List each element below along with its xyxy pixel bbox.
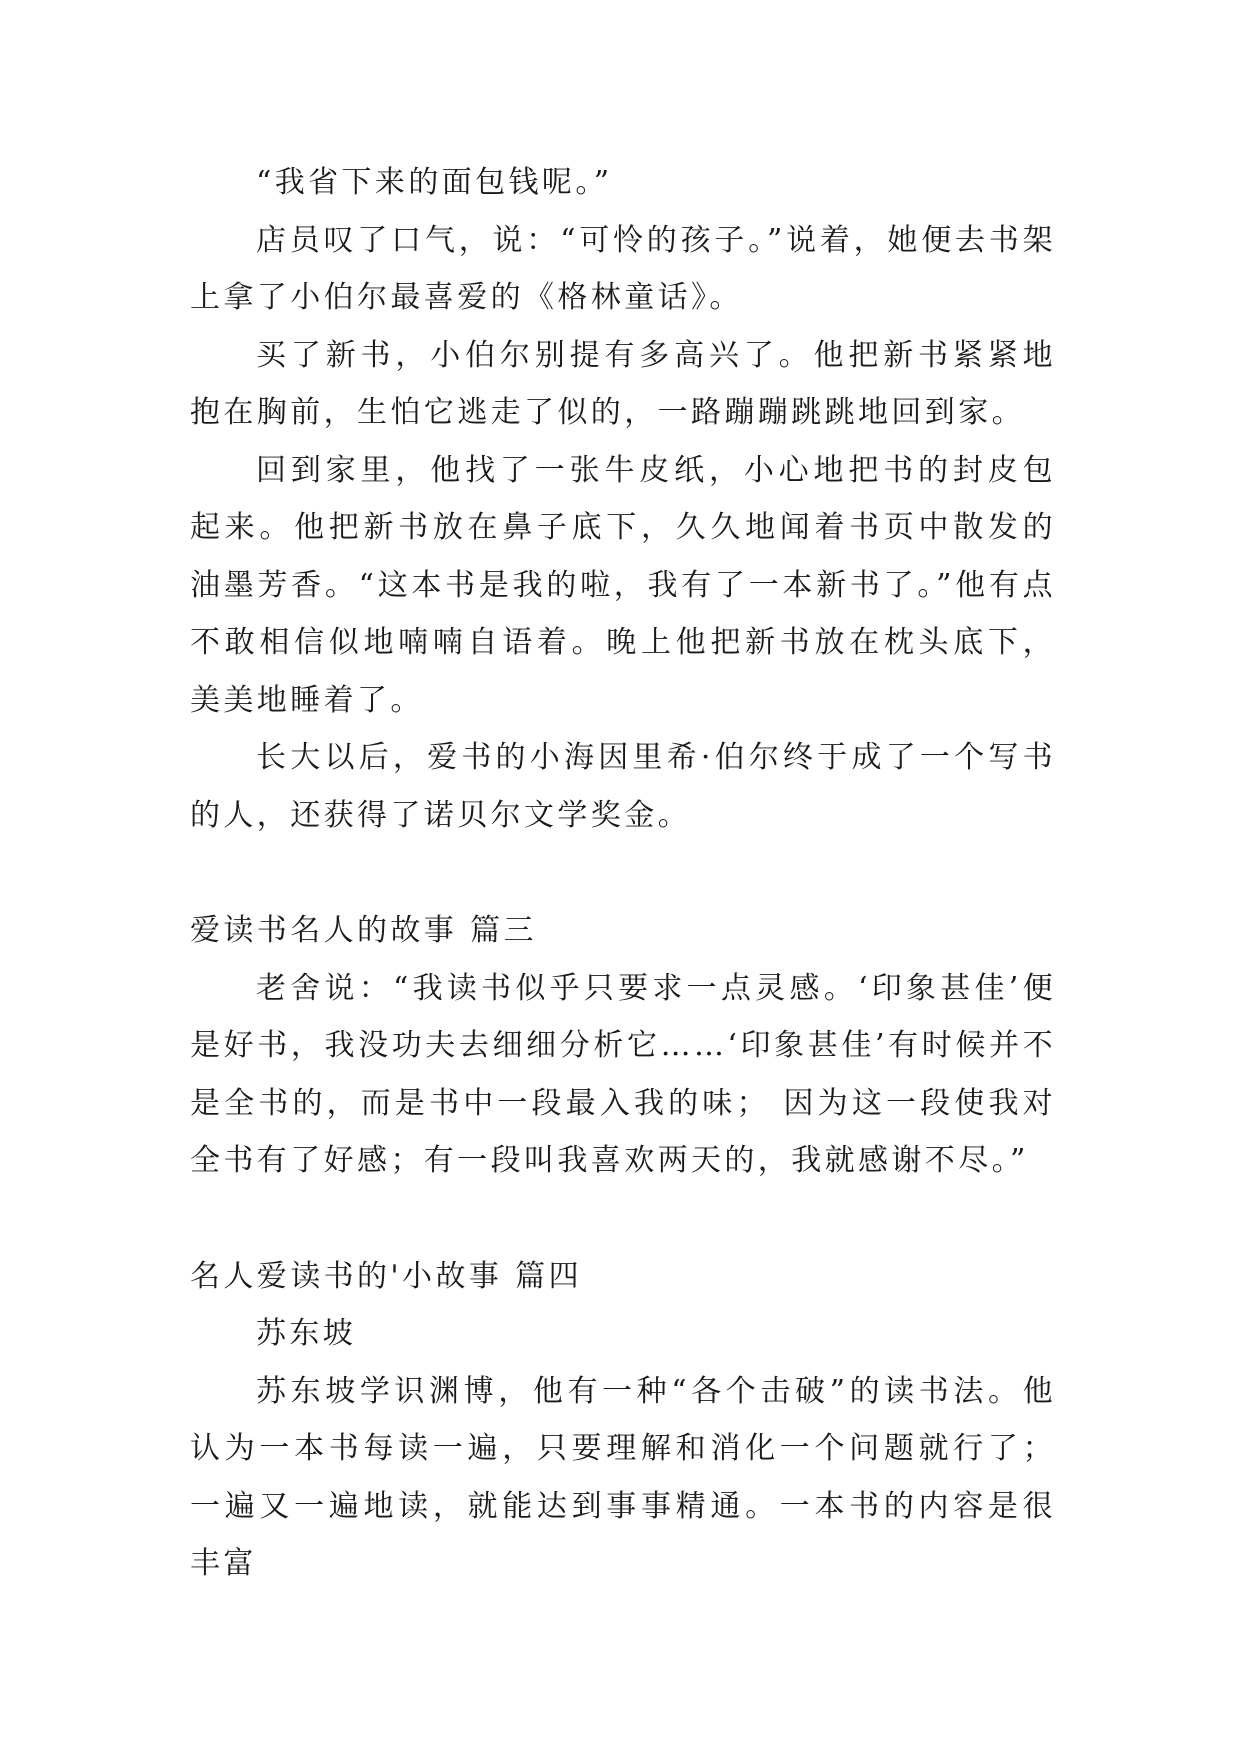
paragraph: “我省下来的面包钱呢。” [256, 165, 613, 200]
section-heading: 爱读书名人的故事 篇三 [190, 913, 537, 948]
paragraph: 买了新书，小伯尔别提有多高兴了。他把新书紧紧地抱在胸前，生怕它逃走了似的，一路蹦蹦跳跳地回到家。 [190, 337, 1056, 430]
section-gap [190, 844, 1056, 902]
paragraph: 老舍说：“我读书似乎只要求一点灵感。‘印象甚佳’便是好书，我没功夫去细细分析它……‘印象甚佳’有时候并不是全书的，而是书中一段最入我的味； 因为这一段使我对全书有了好感；有一段叫我喜欢两天的，我就感谢不尽。” [190, 970, 1056, 1178]
paragraph: 回到家里，他找了一张牛皮纸，小心地把书的封皮包起来。他把新书放在鼻子底下，久久地闻着书页中散发的油墨芳香。“这本书是我的啦，我有了一本新书了。”他有点不敢相信似地喃喃自语着。晚上他把新书放在枕头底下，美美地睡着了。 [190, 452, 1056, 718]
paragraph: 苏东坡 [256, 1316, 357, 1351]
document-page [190, 154, 1056, 1593]
section-gap [190, 1190, 1056, 1248]
paragraph: 长大以后，爱书的小海因里希·伯尔终于成了一个写书的人，还获得了诺贝尔文学奖金。 [190, 740, 1056, 833]
paragraph: 店员叹了口气，说：“可怜的孩子。”说着，她便去书架上拿了小伯尔最喜爱的《格林童话》。 [190, 222, 1056, 315]
paragraph: 苏东坡学识渊博，他有一种“各个击破”的读书法。他认为一本书每读一遍，只要理解和消化一个问题就行了；一遍又一遍地读，就能达到事事精通。一本书的内容是很丰富 [190, 1373, 1056, 1581]
section-heading: 名人爱读书的'小故事 篇四 [190, 1258, 582, 1294]
